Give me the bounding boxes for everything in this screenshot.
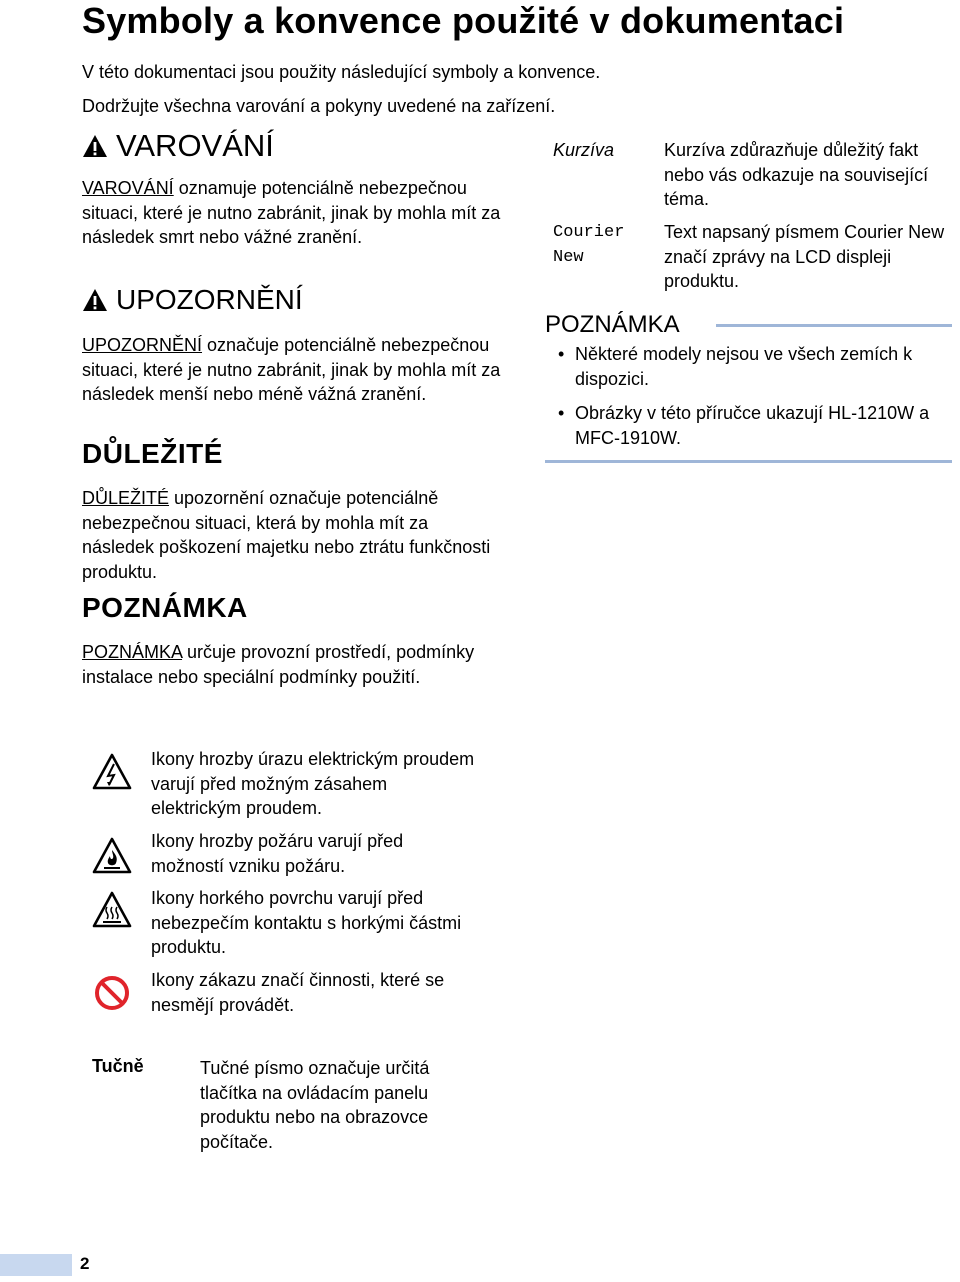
note-box-item-text: Některé modely nejsou ve všech zemích k dispozici.: [575, 344, 913, 389]
electric-hazard-text: Ikony hrozby úrazu elektrickým proudem varují před možným zásahem elektrickým proudem.: [151, 749, 475, 818]
warning-heading-text: VAROVÁNÍ: [116, 128, 274, 163]
note-box-item: [555, 401, 955, 450]
warning-triangle-icon: [82, 134, 108, 158]
courier-convention-description: Text napsaný písmem Courier New značí zprávy na LCD displeji produktu.: [664, 222, 945, 291]
fire-hazard-text: Ikony hrozby požáru varují před možností vzniku požáru.: [151, 831, 404, 876]
prohibition-text: Ikony zákazu značí činnosti, které se nesmějí provádět.: [151, 970, 445, 1015]
note-heading: POZNÁMKA: [82, 592, 248, 623]
important-paragraph: [82, 486, 502, 584]
caution-paragraph: [82, 333, 502, 407]
page-number-bar: [0, 1254, 72, 1276]
note-text: určuje provozní prostředí, podmínky instalace nebo speciální podmínky použití.: [82, 642, 475, 687]
hot-surface-icon: [92, 890, 132, 930]
note-box-item: [555, 342, 955, 391]
caution-text: označuje potenciálně nebezpečnou situaci, které je nutno zabránit, jinak by mohla mít za následek menší nebo méně vážná zranění.: [82, 335, 501, 404]
note-paragraph: [82, 640, 502, 689]
hot-surface-text: Ikony horkého povrchu varují před nebezpečím kontaktu s horkými částmi produktu.: [151, 888, 462, 957]
italic-convention-label: Kurzíva: [553, 140, 615, 160]
fire-hazard-icon: [92, 836, 132, 876]
note-box-top-rule: [716, 324, 952, 327]
important-text: upozornění označuje potenciálně nebezpečnou situaci, která by mohla mít za následek poškození majetku nebo ztrátu funkčnosti produktu.: [82, 488, 491, 582]
italic-convention-description: Kurzíva zdůrazňuje důležitý fakt nebo vás odkazuje na související téma.: [664, 140, 929, 209]
caution-triangle-icon: [82, 288, 108, 312]
warning-paragraph: [82, 176, 502, 250]
warning-heading: [82, 128, 274, 164]
page-title: Symboly a konvence použité v dokumentaci: [82, 0, 845, 41]
important-heading: DŮLEŽITÉ: [82, 438, 223, 469]
bold-convention-label: Tučně: [92, 1056, 144, 1076]
note-box-bottom-rule: [545, 460, 952, 463]
note-box-list: [555, 342, 955, 460]
courier-convention-label-line-2: New: [553, 248, 584, 267]
warning-text: oznamuje potenciálně nebezpečnou situaci, které je nutno zabránit, jinak by mohla mít za následek smrt nebo vážné zranění.: [82, 178, 501, 247]
bullet-icon: •: [558, 344, 565, 364]
prohibition-icon: [92, 973, 132, 1013]
caution-term: UPOZORNĚNÍ: [82, 335, 203, 355]
note-box-item-text: Obrázky v této příručce ukazují HL-1210W a MFC-1910W.: [575, 403, 930, 448]
bold-convention-description: Tučné písmo označuje určitá tlačítka na ovládacím panelu produktu nebo na obrazovce počítače.: [200, 1058, 430, 1152]
important-term: DŮLEŽITÉ: [82, 488, 170, 508]
intro-line-2: Dodržujte všechna varování a pokyny uvedené na zařízení.: [82, 96, 556, 116]
intro-line-1: V této dokumentaci jsou použity následující symboly a konvence.: [82, 62, 601, 82]
bullet-icon: •: [558, 403, 565, 423]
note-box-heading: POZNÁMKA: [545, 311, 680, 338]
electric-hazard-icon: [92, 752, 132, 792]
page-number: 2: [80, 1254, 90, 1273]
warning-term: VAROVÁNÍ: [82, 178, 174, 198]
caution-heading: [82, 284, 303, 316]
note-term: POZNÁMKA: [82, 642, 183, 662]
caution-heading-text: UPOZORNĚNÍ: [116, 284, 303, 315]
courier-convention-label-line-1: Courier: [553, 223, 625, 242]
